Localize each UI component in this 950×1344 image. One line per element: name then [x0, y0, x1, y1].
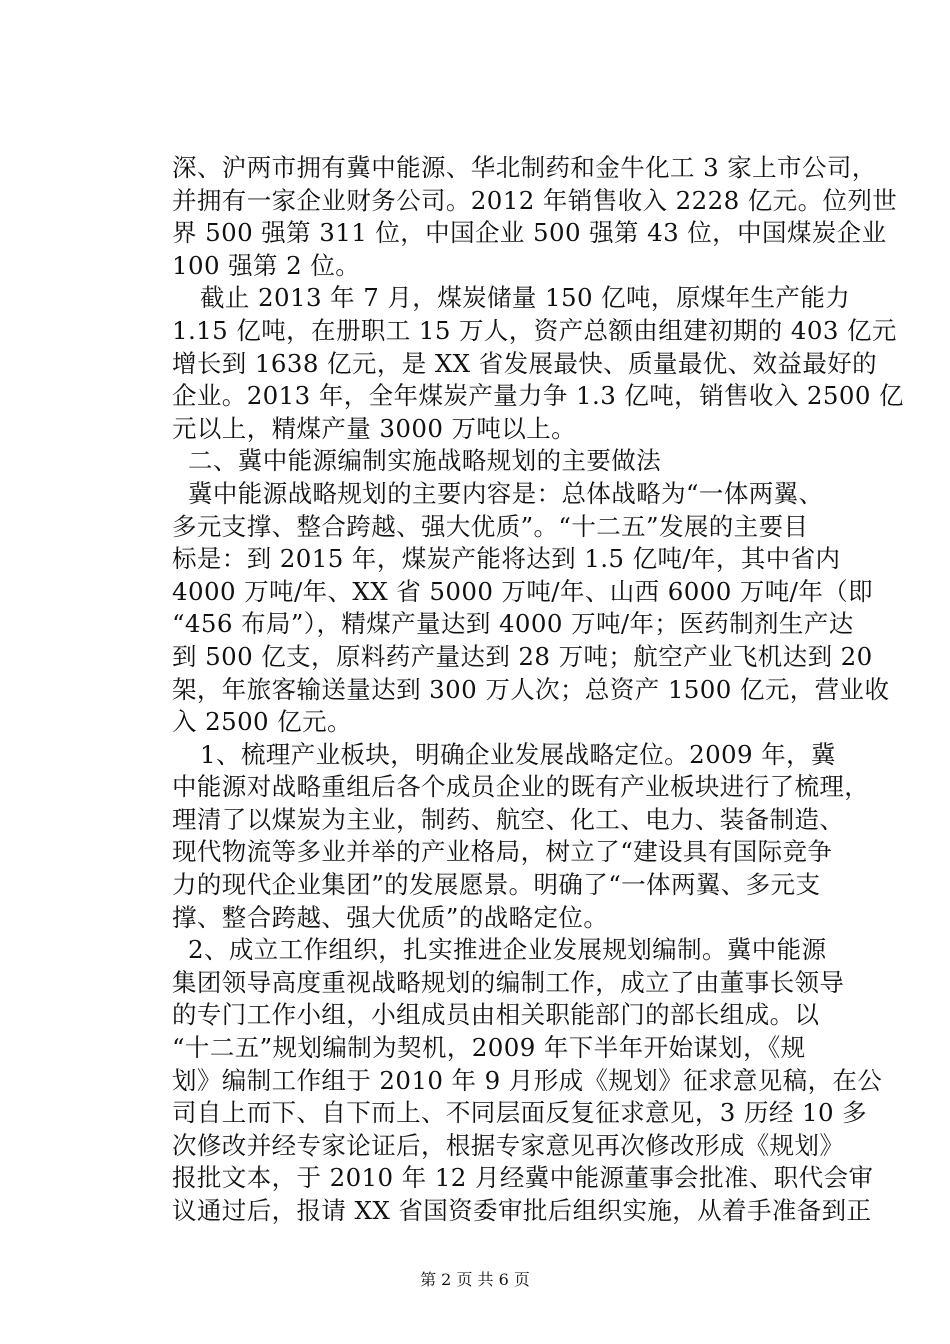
body-text	[172, 152, 904, 1228]
text-line: 议通过后，报请 XX 省国资委审批后组织实施，从着手准备到正	[172, 1196, 872, 1225]
text-line: 冀中能源战略规划的主要内容是：总体战略为“一体两翼、	[188, 478, 824, 508]
text-line: 现代物流等多业并举的产业格局，树立了“建设具有国际竞争	[172, 837, 833, 867]
text-line: “十二五”规划编制为契机，2009 年下半年开始谋划，《规	[172, 1033, 806, 1063]
text-line: 报批文本，于 2010 年 12 月经冀中能源董事会批准、职代会审	[172, 1163, 874, 1193]
text-line: 标是：到 2015 年，煤炭产能将达到 1.5 亿吨/年，其中省内	[172, 544, 841, 574]
text-line: 1、梳理产业板块，明确企业发展战略定位。2009 年，冀	[200, 739, 836, 769]
text-line: 理清了以煤炭为主业，制药、航空、化工、电力、装备制造、	[172, 804, 845, 834]
text-line: 并拥有一家企业财务公司。2012 年销售收入 2228 亿元。位列世	[172, 185, 898, 215]
text-line: 架，年旅客输送量达到 300 万人次；总资产 1500 亿元，营业收	[172, 674, 890, 704]
text-line: 撑、整合跨越、强大优质”的战略定位。	[172, 902, 609, 932]
text-line: 2、成立工作组织，扎实推进企业发展规划编制。冀中能源	[188, 935, 827, 965]
text-line: 中能源对战略重组后各个成员企业的既有产业板块进行了梳理，	[172, 772, 870, 802]
text-line: 深、沪两市拥有冀中能源、华北制药和金牛化工 3 家上市公司，	[172, 153, 877, 182]
text-line: 增长到 1638 亿元，是 XX 省发展最快、质量最优、效益最好的	[172, 348, 878, 378]
text-line: 次修改并经专家论证后，根据专家意见再次修改形成《规划》	[172, 1130, 845, 1160]
text-line: 集团领导高度重视战略规划的编制工作，成立了由董事长领导	[172, 967, 845, 997]
text-line: 的专门工作小组，小组成员由相关职能部门的部长组成。以	[172, 1000, 820, 1030]
text-line: 多元支撑、整合跨越、强大优质”。“十二五”发展的主要目	[172, 511, 809, 541]
text-line: 1.15 亿吨，在册职工 15 万人，资产总额由组建初期的 403 亿元	[172, 315, 897, 345]
text-line: 入 2500 亿元。	[172, 707, 352, 737]
text-line: 100 强第 2 位。	[172, 250, 361, 280]
section-heading: 二、冀中能源编制实施战略规划的主要做法	[188, 446, 662, 476]
text-line: 到 500 亿支，原料药产量达到 28 万吨；航空产业飞机达到 20	[172, 641, 873, 671]
text-line: 截止 2013 年 7 月，煤炭储量 150 亿吨，原煤年生产能力	[200, 283, 851, 313]
text-line: “456 布局”），精煤产量达到 4000 万吨/年；医药制剂生产达	[172, 609, 854, 639]
text-line: 4000 万吨/年、XX 省 5000 万吨/年、山西 6000 万吨/年（即	[172, 576, 874, 606]
page-footer: 第 2 页 共 6 页	[420, 1270, 530, 1289]
text-line: 力的现代企业集团”的发展愿景。明确了“一体两翼、多元支	[172, 870, 821, 900]
text-line: 司自上而下、自下而上、不同层面反复征求意见，3 历经 10 多	[172, 1098, 868, 1128]
text-line: 企业。2013 年，全年煤炭产量力争 1.3 亿吨，销售收入 2500 亿	[172, 381, 904, 411]
text-line: 界 500 强第 311 位，中国企业 500 强第 43 位，中国煤炭企业	[172, 218, 887, 248]
text-line: 划》编制工作组于 2010 年 9 月形成《规划》征求意见稿，在公	[172, 1065, 883, 1095]
text-line: 元以上，精煤产量 3000 万吨以上。	[172, 413, 577, 443]
